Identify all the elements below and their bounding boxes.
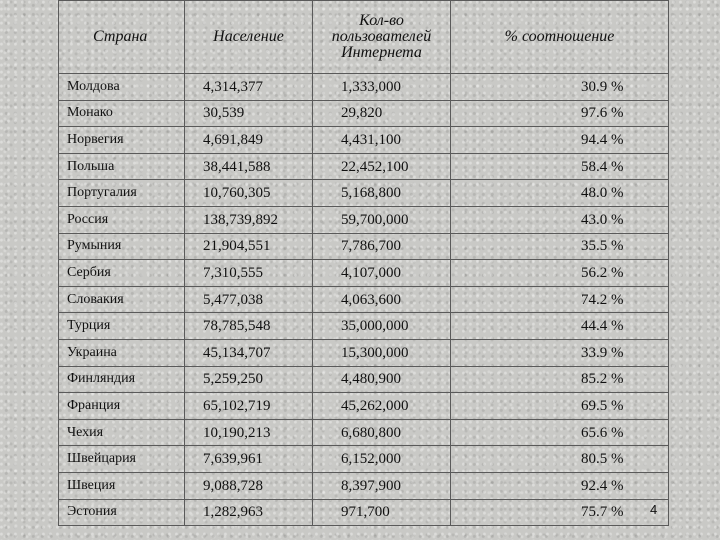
- cell-internet-users: 15,300,000: [313, 339, 451, 366]
- cell-percent: 35.5 %: [451, 233, 669, 260]
- cell-percent: 44.4 %: [451, 313, 669, 340]
- page-number: 4: [650, 502, 658, 517]
- cell-percent: 69.5 %: [451, 393, 669, 420]
- cell-percent: 97.6 %: [451, 100, 669, 127]
- table-row: [59, 393, 669, 420]
- table-row: [59, 366, 669, 393]
- table-row: [59, 499, 669, 526]
- header-internet-users: [313, 1, 451, 74]
- cell-population: 30,539: [185, 100, 313, 127]
- header-country: Страна: [59, 1, 185, 74]
- header-internet-users-line1: Кол-во: [359, 12, 404, 29]
- header-percent: % соотношение: [451, 1, 669, 74]
- cell-internet-users: 1,333,000: [313, 74, 451, 101]
- cell-country: Франция: [59, 393, 185, 420]
- cell-internet-users: 4,480,900: [313, 366, 451, 393]
- cell-population: 38,441,588: [185, 153, 313, 180]
- cell-population: 1,282,963: [185, 499, 313, 526]
- internet-users-table: [58, 0, 669, 526]
- cell-internet-users: 4,107,000: [313, 260, 451, 287]
- cell-population: 21,904,551: [185, 233, 313, 260]
- cell-country: Украина: [59, 339, 185, 366]
- cell-internet-users: 8,397,900: [313, 472, 451, 499]
- table-header-row: [59, 1, 669, 74]
- cell-population: 4,691,849: [185, 127, 313, 154]
- table-row: [59, 74, 669, 101]
- cell-internet-users: 45,262,000: [313, 393, 451, 420]
- cell-internet-users: 29,820: [313, 100, 451, 127]
- header-population: Население: [185, 1, 313, 74]
- cell-population: 5,259,250: [185, 366, 313, 393]
- cell-percent: 65.6 %: [451, 419, 669, 446]
- table-row: [59, 206, 669, 233]
- cell-country: Словакия: [59, 286, 185, 313]
- cell-country: Монако: [59, 100, 185, 127]
- cell-population: 4,314,377: [185, 74, 313, 101]
- cell-population: 10,760,305: [185, 180, 313, 207]
- cell-country: Португалия: [59, 180, 185, 207]
- cell-country: Финляндия: [59, 366, 185, 393]
- table-row: [59, 180, 669, 207]
- cell-internet-users: 6,152,000: [313, 446, 451, 473]
- cell-internet-users: 4,063,600: [313, 286, 451, 313]
- cell-percent: 85.2 %: [451, 366, 669, 393]
- cell-internet-users: 7,786,700: [313, 233, 451, 260]
- cell-population: 9,088,728: [185, 472, 313, 499]
- table-row: [59, 100, 669, 127]
- cell-country: Эстония: [59, 499, 185, 526]
- cell-population: 138,739,892: [185, 206, 313, 233]
- cell-percent: 33.9 %: [451, 339, 669, 366]
- table-row: [59, 233, 669, 260]
- cell-population: 5,477,038: [185, 286, 313, 313]
- cell-country: Румыния: [59, 233, 185, 260]
- table-row: [59, 127, 669, 154]
- cell-population: 65,102,719: [185, 393, 313, 420]
- cell-country: Россия: [59, 206, 185, 233]
- cell-percent: 30.9 %: [451, 74, 669, 101]
- header-internet-users-line3: Интернета: [341, 44, 422, 61]
- cell-internet-users: 6,680,800: [313, 419, 451, 446]
- cell-internet-users: 59,700,000: [313, 206, 451, 233]
- table-row: [59, 339, 669, 366]
- cell-country: Польша: [59, 153, 185, 180]
- cell-country: Швейцария: [59, 446, 185, 473]
- table-body: [59, 74, 669, 526]
- cell-population: 78,785,548: [185, 313, 313, 340]
- cell-country: Турция: [59, 313, 185, 340]
- table-row: [59, 419, 669, 446]
- header-internet-users-line2: пользователей: [331, 28, 432, 45]
- cell-population: 7,310,555: [185, 260, 313, 287]
- cell-percent: 43.0 %: [451, 206, 669, 233]
- cell-country: Норвегия: [59, 127, 185, 154]
- cell-percent: 94.4 %: [451, 127, 669, 154]
- cell-internet-users: 35,000,000: [313, 313, 451, 340]
- cell-percent: 74.2 %: [451, 286, 669, 313]
- cell-country: Чехия: [59, 419, 185, 446]
- cell-percent: 48.0 %: [451, 180, 669, 207]
- cell-internet-users: 22,452,100: [313, 153, 451, 180]
- table-row: [59, 260, 669, 287]
- cell-internet-users: 4,431,100: [313, 127, 451, 154]
- cell-internet-users: 5,168,800: [313, 180, 451, 207]
- table-row: [59, 446, 669, 473]
- table-row: [59, 286, 669, 313]
- cell-country: Молдова: [59, 74, 185, 101]
- cell-percent: 58.4 %: [451, 153, 669, 180]
- cell-percent: 92.4 %: [451, 472, 669, 499]
- cell-population: 45,134,707: [185, 339, 313, 366]
- table-row: [59, 472, 669, 499]
- table-row: [59, 313, 669, 340]
- cell-percent: 75.7 %: [451, 499, 669, 526]
- cell-population: 7,639,961: [185, 446, 313, 473]
- cell-country: Сербия: [59, 260, 185, 287]
- cell-population: 10,190,213: [185, 419, 313, 446]
- cell-percent: 56.2 %: [451, 260, 669, 287]
- table-row: [59, 153, 669, 180]
- cell-country: Швеция: [59, 472, 185, 499]
- cell-internet-users: 971,700: [313, 499, 451, 526]
- cell-percent: 80.5 %: [451, 446, 669, 473]
